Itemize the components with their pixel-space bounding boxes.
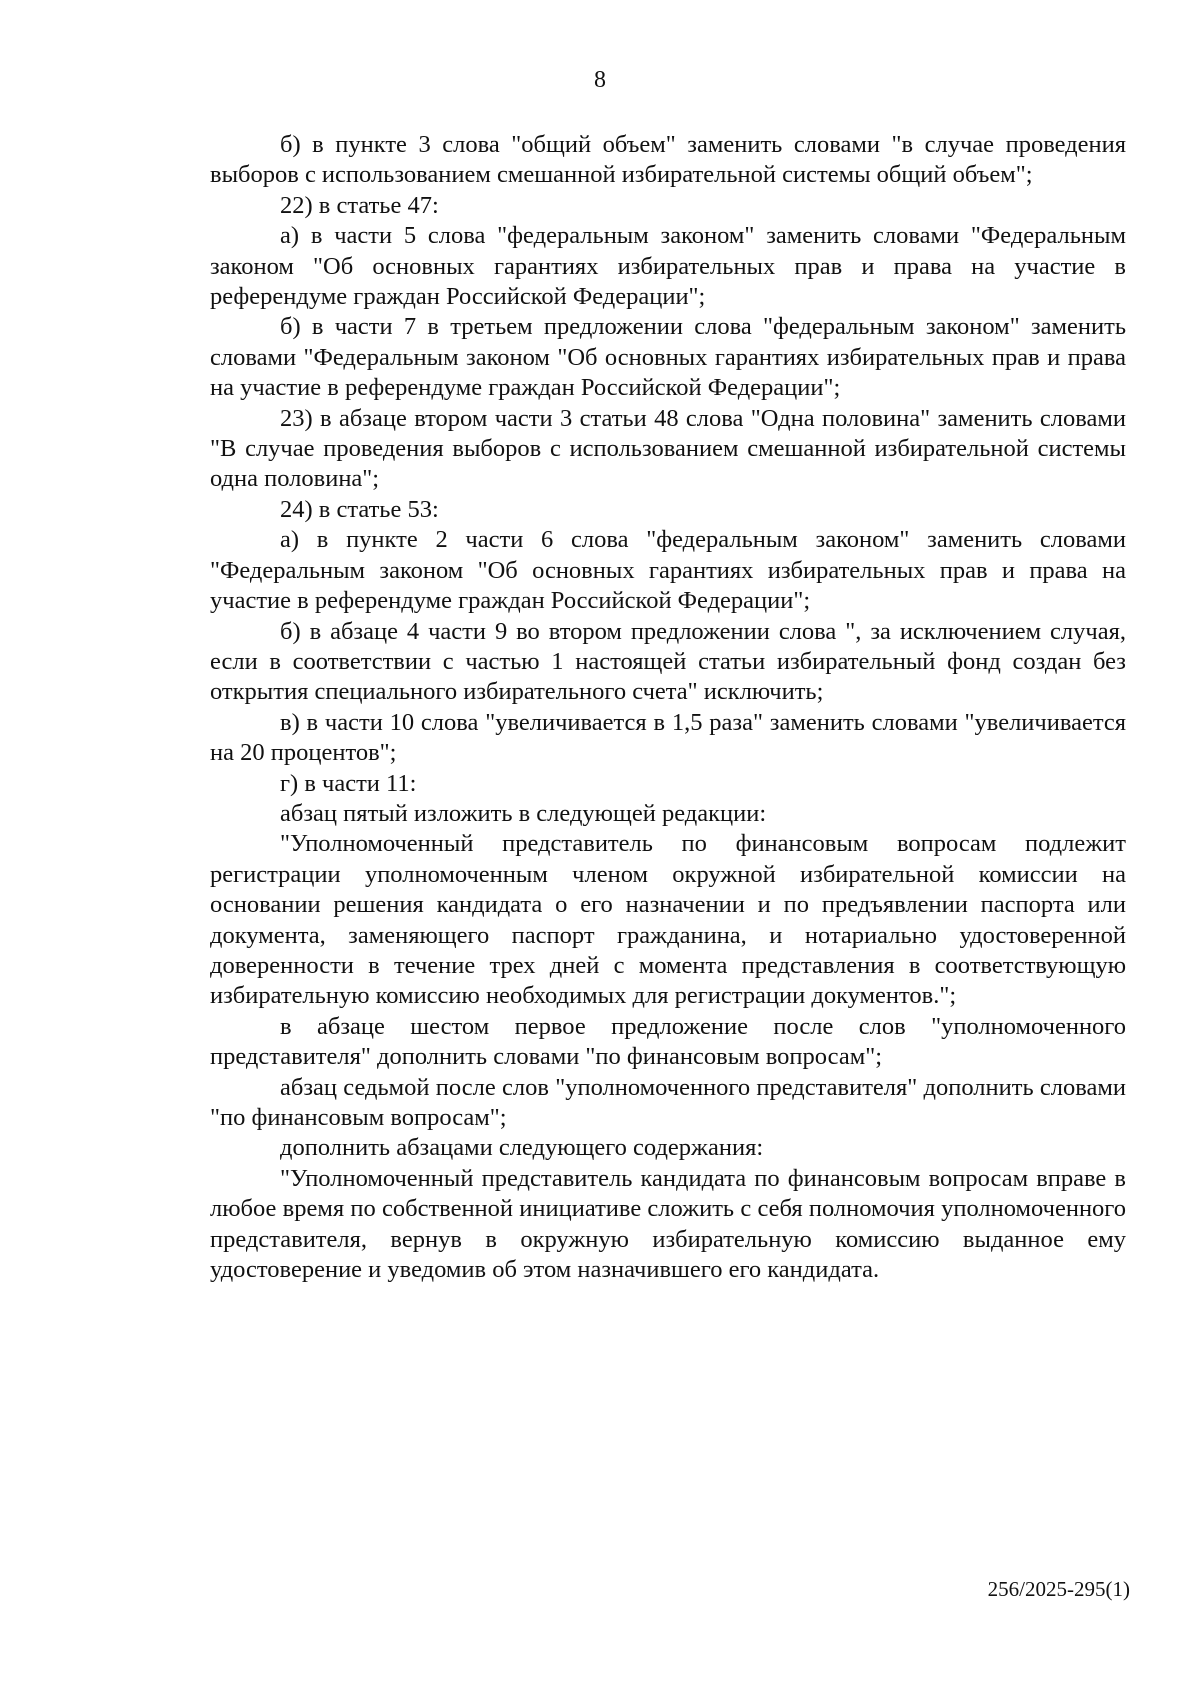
paragraph-add-text: "Уполномоченный представитель кандидата по финансовым вопросам вправе в любое время по собственной инициативе сложить с себя полномочия уполномоченного представителя, вернув в окружную избирательную комиссию выданное ему удостоверение и уведомив об этом назначившего его кандидата. (210, 1164, 1126, 1284)
paragraph-abzac-7: абзац седьмой после слов "уполномоченного представителя" дополнить словами "по финансовым вопросам"; (210, 1073, 1126, 1131)
paragraph-22-b: б) в части 7 в третьем предложении слова "федеральным законом" заменить словами "Федеральным законом "Об основных гарантиях избирательных прав и права на участие в референдуме граждан Российской Федерации"; (210, 313, 1126, 402)
document-body (210, 130, 1126, 1285)
paragraph-24-v: в) в части 10 слова "увеличивается в 1,5 раза" заменить словами "увеличивается на 20 процентов"; (210, 708, 1126, 767)
paragraph-item-22: 22) в статье 47: (280, 191, 439, 219)
paragraph-24-a: а) в пункте 2 части 6 слова "федеральным законом" заменить словами "Федеральным законом "Об основных гарантиях избирательных прав и права на участие в референдуме граждан Российской Федерации"; (210, 526, 1126, 615)
paragraph-22-a: а) в части 5 слова "федеральным законом" заменить словами "Федеральным законом "Об основных гарантиях избирательных прав и права на участие в референдуме граждан Российской Федерации"; (210, 222, 1126, 311)
paragraph-24-g: г) в части 11: (280, 769, 417, 797)
paragraph-abzac-5-intro: абзац пятый изложить в следующей редакции: (280, 799, 767, 827)
paragraph-item-24: 24) в статье 53: (280, 495, 439, 523)
paragraph-abzac-5-text: "Уполномоченный представитель по финансовым вопросам подлежит регистрации уполномоченным членом окружной избирательной комиссии на основании решения кандидата о его назначении и по предъявлении паспорта или документа, заменяющего паспорт гражданина, и нотариально удостоверенной доверенности в течение трех дней с момента представления в соответствующую избирательную комиссию необходимых для регистрации документов."; (210, 830, 1126, 1010)
page-number: 8 (594, 67, 606, 93)
paragraph-abzac-6: в абзаце шестом первое предложение после слов "уполномоченного представителя" дополнить словами "по финансовым вопросам"; (210, 1012, 1126, 1071)
document-code: 256/2025-295(1) (987, 1577, 1130, 1601)
paragraph-add-intro: дополнить абзацами следующего содержания: (280, 1134, 764, 1162)
paragraph-item-23: 23) в абзаце втором части 3 статьи 48 слова "Одна половина" заменить словами "В случае проведения выборов с использованием смешанной избирательной системы одна половина"; (210, 404, 1126, 493)
paragraph-b-item-3: б) в пункте 3 слова "общий объем" заменить словами "в случае проведения выборов с использованием смешанной избирательной системы общий объем"; (210, 131, 1126, 189)
paragraph-24-b: б) в абзаце 4 части 9 во втором предложении слова ", за исключением случая, если в соответствии с частью 1 настоящей статьи избирательный фонд создан без открытия специального избирательного счета" исключить; (210, 617, 1126, 706)
